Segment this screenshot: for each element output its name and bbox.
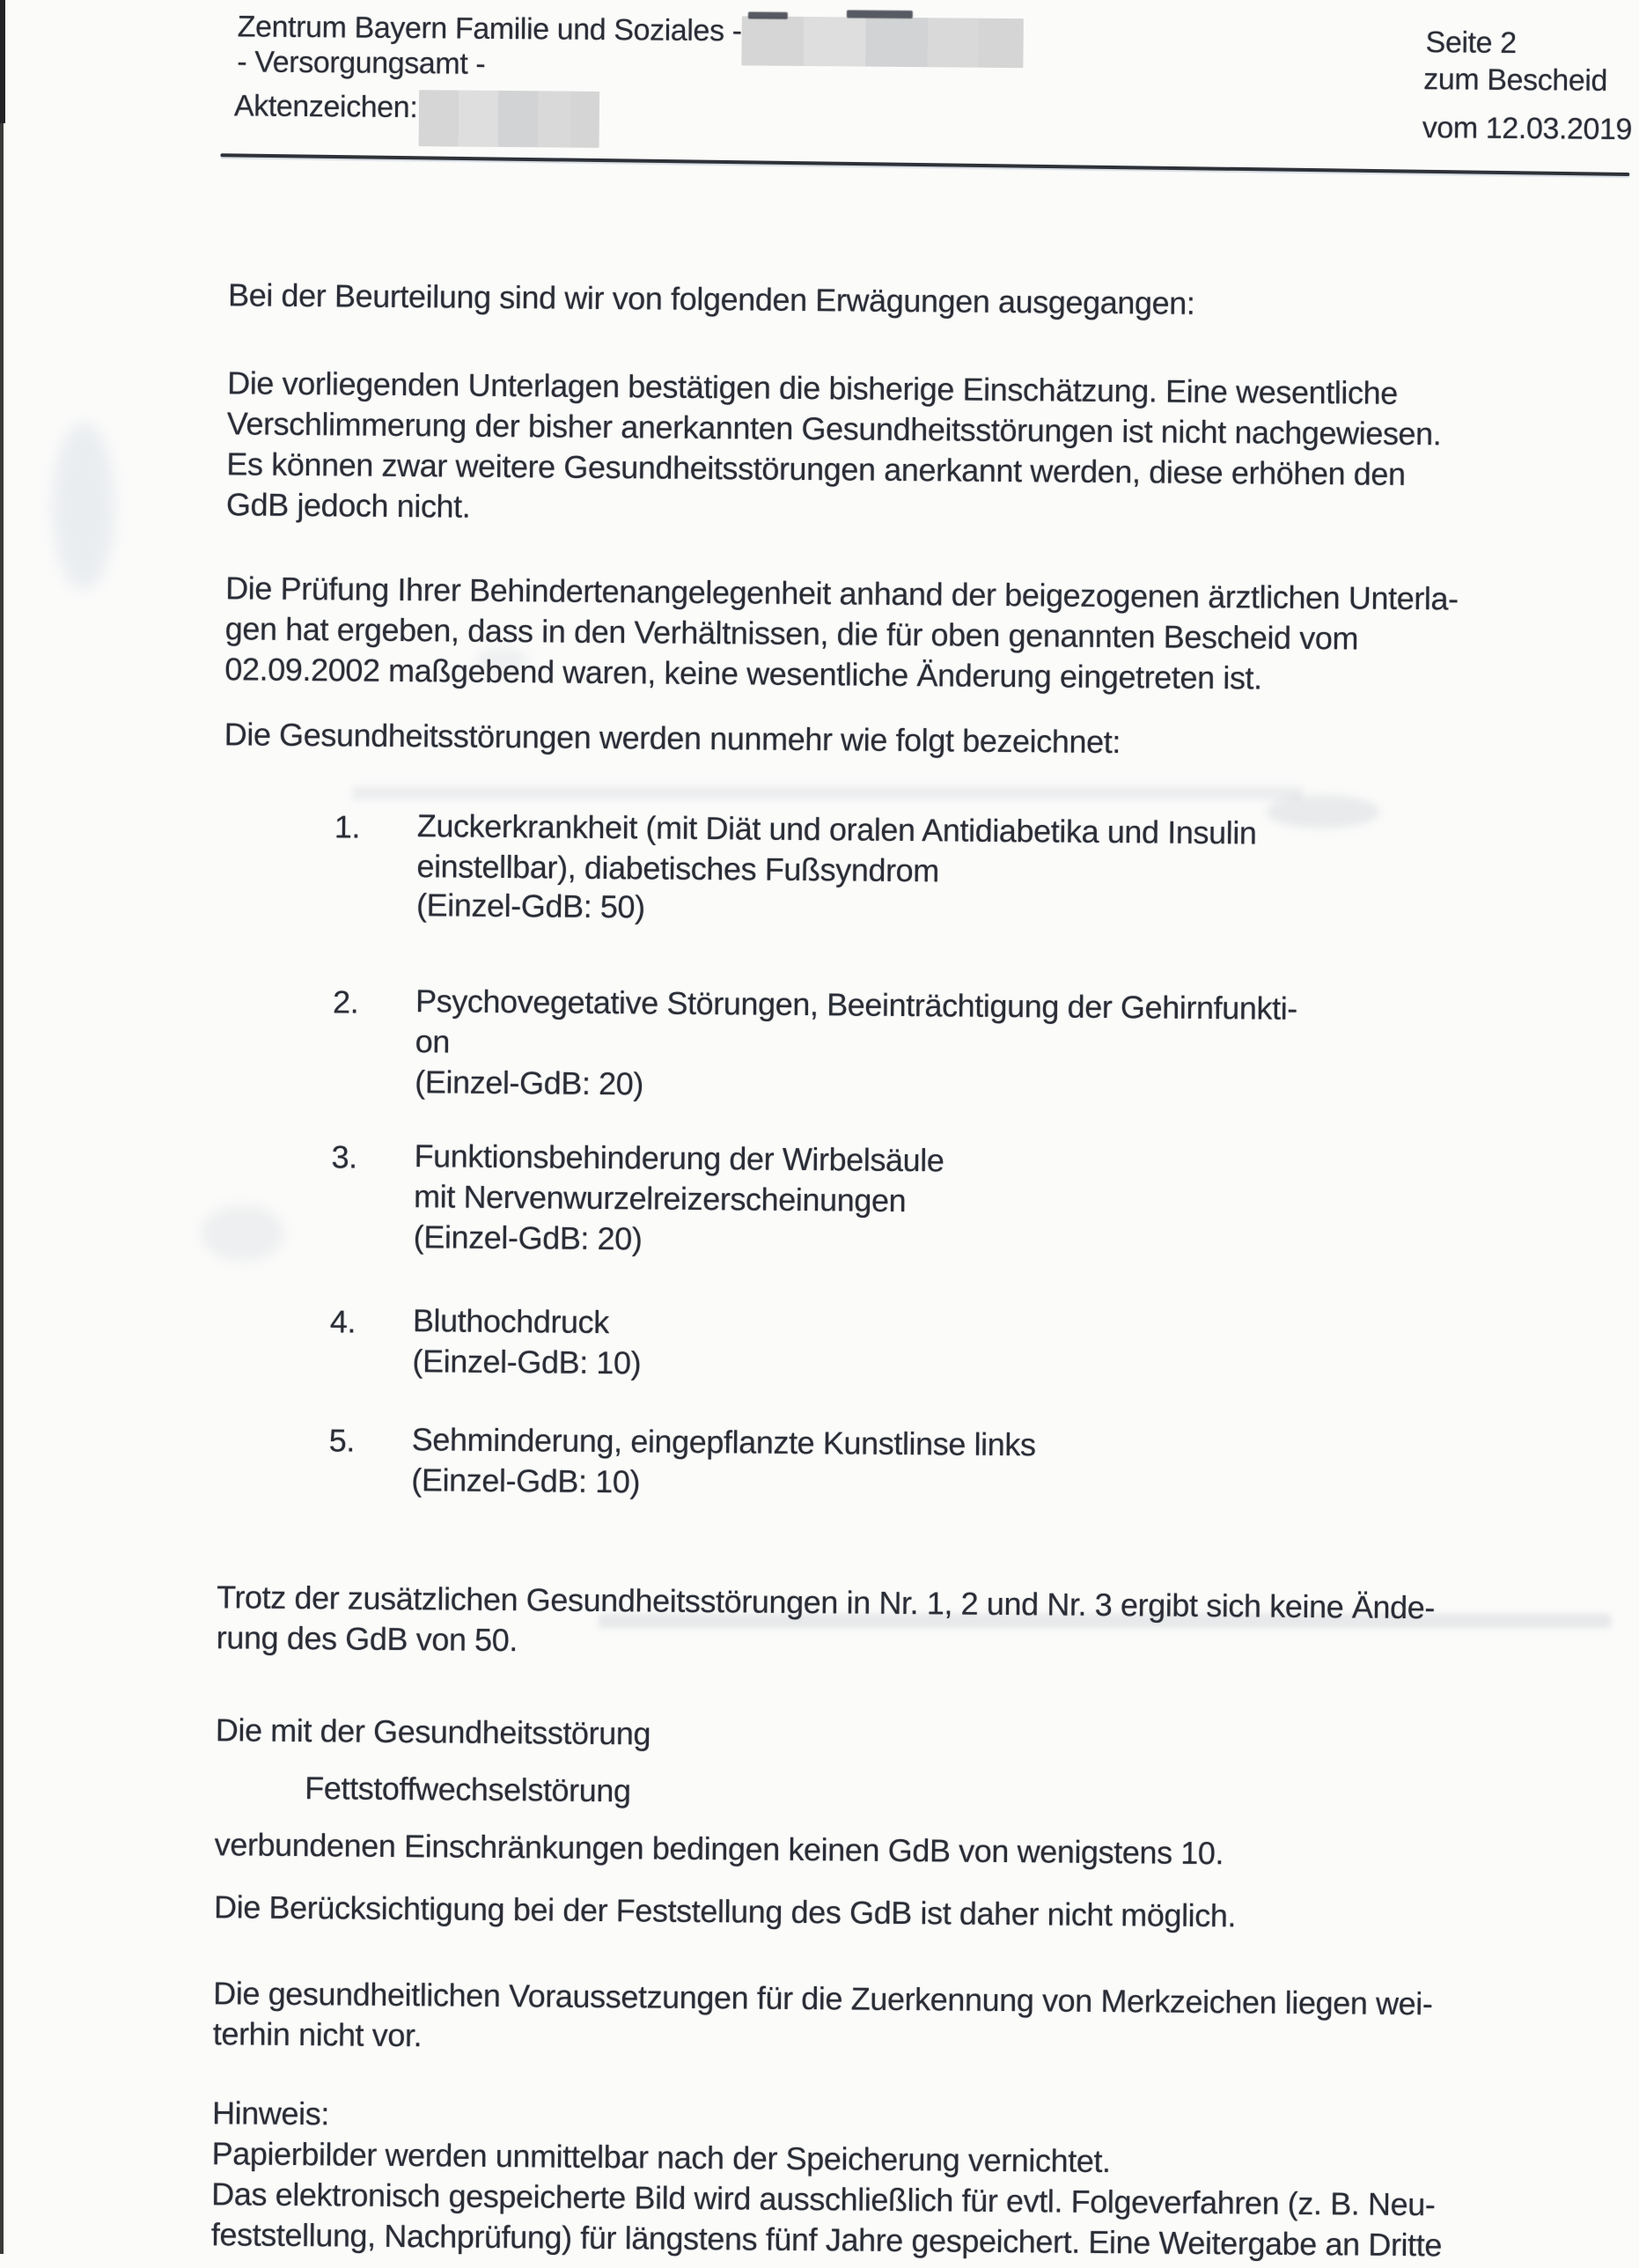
paragraph-line: Die Prüfung Ihrer Behindertenangelegenheit anhand der beigezogenen ärztlichen Unterla- <box>225 570 1459 617</box>
redacted-text-fragment <box>847 10 913 18</box>
paragraph-line: gen hat ergeben, dass in den Verhältnissen, die für oben genannten Bescheid vom <box>224 610 1359 657</box>
condition-number: 4. <box>329 1303 356 1340</box>
condition-text-line: Sehminderung, eingepflanzte Kunstlinse links <box>411 1421 1036 1463</box>
paragraph-bezeichnet: Die Gesundheitsstörungen werden nunmehr wie folgt bezeichnet: <box>224 716 1121 761</box>
paragraph-beruecksichtigung: Die Berücksichtigung bei der Feststellung des GdB ist daher nicht möglich. <box>213 1889 1237 1934</box>
paragraph-line: Es können zwar weitere Gesundheitsstörungen anerkannt werden, diese erhöhen den <box>226 446 1406 492</box>
condition-gdb-value: (Einzel-GdB: 10) <box>412 1343 642 1381</box>
condition-gdb-value: (Einzel-GdB: 20) <box>415 1064 644 1102</box>
paragraph-line: terhin nicht vor. <box>212 2015 423 2054</box>
condition-text-line: Psychovegetative Störungen, Beeinträchtigung der Gehirnfunkti- <box>415 983 1298 1027</box>
page-date: vom 12.03.2019 <box>1422 111 1633 147</box>
hinweis-line: Papierbilder werden unmittelbar nach der Speicherung vernichtet. <box>211 2135 1111 2180</box>
org-name-line2: - Versorgungsamt - <box>237 45 486 81</box>
condition-gdb-value: (Einzel-GdB: 10) <box>411 1462 641 1500</box>
paragraph-line: 02.09.2002 maßgebend waren, keine wesentliche Änderung eingetreten ist. <box>224 651 1262 696</box>
paragraph-line: GdB jedoch nicht. <box>225 486 471 525</box>
intro-paragraph: Bei der Beurteilung sind wir von folgenden Erwägungen ausgegangen: <box>227 276 1195 321</box>
condition-number: 5. <box>328 1422 356 1459</box>
condition-text-line: mit Nervenwurzelreizerscheinungen <box>413 1178 907 1219</box>
redaction-block-aktenzeichen <box>419 90 600 148</box>
org-name-line1: Zentrum Bayern Familie und Soziales - <box>237 10 742 48</box>
condition-gdb-value: (Einzel-GdB: 20) <box>413 1219 643 1257</box>
condition-gdb-value: (Einzel-GdB: 50) <box>415 887 645 925</box>
page-number: Seite 2 <box>1425 26 1517 61</box>
paragraph-line: Verschlimmerung der bisher anerkannten Gesundheitsstörungen ist nicht nachgewiesen. <box>226 405 1442 453</box>
hinweis-line: feststellung, Nachprüfung) für längstens fünf Jahre gespeichert. Eine Weitergabe an Dritte <box>210 2216 1443 2264</box>
condition-text-line: Zuckerkrankheit (mit Diät und oralen Antidiabetika und Insulin <box>416 807 1257 851</box>
condition-number: 3. <box>331 1138 357 1175</box>
paragraph-verbundene: verbundenen Einschränkungen bedingen keinen GdB von wenigstens 10. <box>214 1826 1224 1872</box>
letter-header <box>0 0 1639 147</box>
paragraph-line: Die gesundheitlichen Voraussetzungen für die Zuerkennung von Merkzeichen liegen wei- <box>213 1975 1433 2022</box>
paragraph-mit-gesundheitsstoerung: Die mit der Gesundheitsstörung <box>215 1712 651 1752</box>
hinweis-line: Das elektronisch gespeicherte Bild wird ausschließlich für evtl. Folgeverfahren (z. B. Neu- <box>211 2176 1436 2223</box>
redaction-block-district <box>741 16 1023 68</box>
condition-text-line: on <box>415 1023 451 1060</box>
condition-number: 2. <box>332 983 359 1020</box>
aktenzeichen-label: Aktenzeichen: <box>233 89 418 125</box>
paragraph-line: Die vorliegenden Unterlagen bestätigen die bisherige Einschätzung. Eine wesentliche <box>227 364 1399 411</box>
condition-text-line: Bluthochdruck <box>412 1302 610 1341</box>
paragraph-line: rung des GdB von 50. <box>216 1619 518 1659</box>
condition-number: 1. <box>334 808 361 845</box>
header-separator-line <box>220 153 1629 176</box>
paragraph-line: Trotz der zusätzlichen Gesundheitsstörungen in Nr. 1, 2 und Nr. 3 ergibt sich keine Ände- <box>217 1579 1436 1626</box>
condition-text-line: einstellbar), diabetisches Fußsyndrom <box>416 848 940 889</box>
hinweis-label: Hinweis: <box>211 2095 330 2132</box>
page-ref: zum Bescheid <box>1423 63 1608 98</box>
condition-text-line: Funktionsbehinderung der Wirbelsäule <box>414 1138 944 1179</box>
redacted-text-fragment <box>748 11 788 18</box>
condition-excluded-name: Fettstoffwechselstörung <box>305 1770 631 1809</box>
